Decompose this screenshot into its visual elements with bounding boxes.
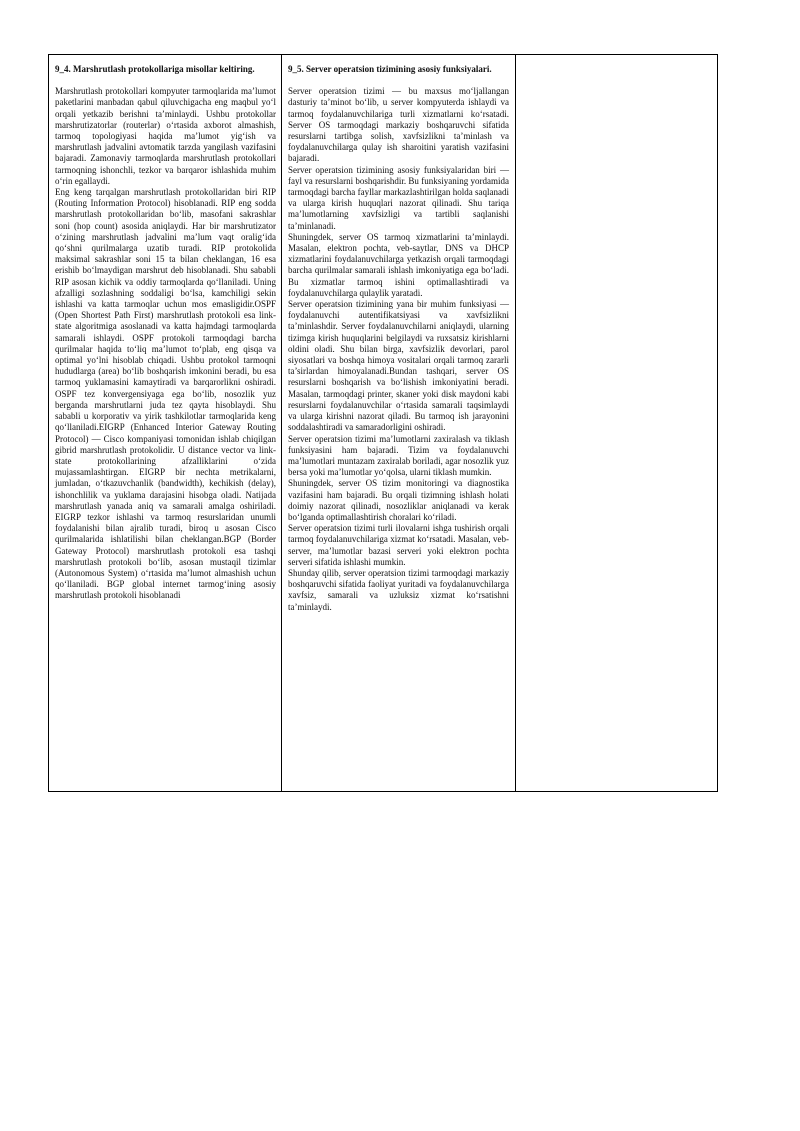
answer-paragraph: Server operatsion tizimi turli ilovalarni ishga tushirish orqali tarmoq foydalanuvchilariga xizmat ko‘rsatadi. Masalan, veb-server, ma’lumotlar bazasi serveri yoki elektron pochta serveri sifatida ishlashi mumkin. (288, 523, 509, 567)
answer-paragraph: Server operatsion tizimi — bu maxsus mo‘ljallangan dasturiy ta’minot bo‘lib, u server kompyuterda ishlaydi va tarmoq foydalanuvchilariga turli xizmatlarni ko‘rsatadi. Server OS tarmoqdagi markaziy boshqaruvchi sifatida resurslarni tartibga solish, xavfsizlikni ta’minlash va foydalanuvchilarga qulay ish sharoitini yaratish vazifasini bajaradi. (288, 86, 509, 164)
table-cell-empty (516, 55, 717, 791)
table-cell-question-9-5 (282, 55, 516, 791)
answer-paragraph: Server operatsion tizimining asosiy funksiyalaridan biri — fayl va resurslarni boshqarishdir. Bu funksiyaning yordamida tarmoqdagi barcha fayllar markazlashtirilgan holda saqlanadi va ularga kirish huquqlari nazorat qilinadi. Shu tariqa ma’lumotlarning xavfsizligi va tartibli saqlanishi ta’minlanadi. (288, 164, 509, 231)
question-heading: 9_5. Server operatsion tizimining asosiy funksiyalari. (288, 64, 492, 74)
answer-paragraph: Shunday qilib, server operatsion tizimi tarmoqdagi markaziy boshqaruvchi sifatida faoliyat yuritadi va foydalanuvchilarga xavfsiz, samarali va uzluksiz xizmat ko‘rsatishni ta’minlaydi. (288, 567, 509, 612)
question-heading: 9_4. Marshrutlash protokollariga misollar keltiring. (55, 64, 255, 74)
answer-paragraph: Shuningdek, server OS tizim monitoringi va diagnostika vazifasini ham bajaradi. Bu orqali tizimning ishlash holati doimiy nazorat qilinadi, nosozliklar aniqlanadi va kerak bo‘lganda optimallashtirish choralari ko‘riladi. (288, 478, 509, 522)
answer-paragraph: Eng keng tarqalgan marshrutlash protokollaridan biri RIP (Routing Information Protocol) hisoblanadi. RIP eng sodda marshrutlash protokollaridan bo‘lib, masofani sakrashlar soni (hop count) asosida aniqlaydi. Har bir marshrutizator o‘zining marshrutlash jadvalini ma’lum vaqt oralig‘ida qo‘shni qurilmalarga uzatib turadi. RIP protokolida maksimal sakrashlar soni 15 ta bilan cheklangan, 16 esa erishib bo‘lmaydigan marshrut deb hisoblanadi. Shu sababli RIP asosan kichik va oddiy tarmoqlarda qo‘llaniladi. Uning afzalligi sozlashning soddaligi bo‘lsa, kamchiligi sekin ishlashi va katta tarmoqlar uchun mos emasligidir.OSPF (Open Shortest Path First) marshrutlash protokoli esa link-state algoritmiga asoslanadi va katta hajmdagi tarmoqlarda samarali ishlaydi. OSPF protokoli tarmoqdagi barcha qurilmalar haqida to‘liq ma’lumot to‘plab, eng qisqa va optimal yo‘lni hisoblab chiqadi. Ushbu protokol tarmoqni hududlarga (area) bo‘lib boshqarish imkonini beradi, bu esa tarmoq yuklamasini kamaytiradi va barqarorlikni oshiradi. OSPF tez konvergensiyaga ega bo‘lib, nosozlik yuz berganda marshrutlarni juda tez qayta hisoblaydi. Shu sababli u korporativ va yirik tashkilotlar tarmoqlarida keng qo‘llaniladi.EIGRP (Enhanced Interior Gateway Routing Protocol) — Cisco kompaniyasi tomonidan ishlab chiqilgan gibrid marshrutlash protokolidir. U distance vector va link-state protokollarining afzalliklarini o‘zida mujassamlashtirgan. EIGRP bir nechta metrikalarni, jumladan, o‘tkazuvchanlik (bandwidth), kechikish (delay), ishonchlilik va yuklama darajasini hisobga oladi. Natijada marshrutlash yanada aniq va samarali amalga oshiriladi. EIGRP tezkor ishlashi va tarmoq resurslaridan unumli foydalanishi bilan ajralib turadi, biroq u asosan Cisco qurilmalarida ishlatilishi bilan cheklangan.BGP (Border Gateway Protocol) marshrutlash protokoli esa tashqi marshrutlash protokoli bo‘lib, asosan mustaqil tizimlar (Autonomous System) o‘rtasida ma’lumot almashish uchun qo‘llaniladi. BGP global internet tarmog‘ining asosiy marshrutlash protokoli hisoblanadi (55, 187, 276, 601)
answer-paragraph: Server operatsion tizimi ma’lumotlarni zaxiralash va tiklash funksiyasini ham bajaradi. Tizim va foydalanuvchi ma’lumotlari muntazam zaxiralab boriladi, agar nosozlik yuz bersa yoki ma’lumotlar yo‘qolsa, ularni tiklash mumkin. (288, 433, 509, 478)
answer-paragraph: Marshrutlash protokollari kompyuter tarmoqlarida ma’lumot paketlarini manbadan qabul qiluvchigacha eng maqbul yo‘l orqali yetkazib berishni ta’minlaydi. Ushbu protokollar marshrutizatorlar (routerlar) o‘rtasida axborot almashish, tarmoq topologiyasi haqida ma’lumot yig‘ish va marshrutlash jadvalini avtomatik tarzda yangilash vazifasini bajaradi. Zamonaviy tarmoqlarda marshrutlash protokollari tarmoqning ishonchli, tezkor va barqaror ishlashida muhim o‘rin egallaydi. (55, 86, 276, 186)
answer-paragraph: Server operatsion tizimining yana bir muhim funksiyasi — foydalanuvchi autentifikatsiyasi va xavfsizlikni ta’minlashdir. Server foydalanuvchilarni aniqlaydi, ularning tizimga kirish huquqlarini belgilaydi va ruxsatsiz kirishlarni oldini oladi. Shu bilan birga, xavfsizlik devorlari, parol siyosatlari va boshqa himoya vositalari orqali tarmoq zararli ta’sirlardan himoyalanadi.Bundan tashqari, server OS resurslarni boshqarish va bo‘lishish imkoniyatini beradi. Masalan, tarmoqdagi printer, skaner yoki disk maydoni kabi resurslarni foydalanuvchilar o‘rtasida samarali taqsimlaydi va ularga kirishni nazorat qiladi. Bu tarmoq ish jarayonini soddalashtiradi va samaradorligini oshiradi. (288, 299, 509, 433)
table-cell-question-9-4 (49, 55, 282, 791)
answer-table (48, 54, 718, 792)
answer-paragraph: Shuningdek, server OS tarmoq xizmatlarini ta’minlaydi. Masalan, elektron pochta, veb-saytlar, DNS va DHCP xizmatlarini foydalanuvchilarga yetkazish orqali tarmoqdagi barcha qurilmalar samarali ishlash imkoniyatiga ega bo‘ladi. Bu xizmatlar tarmoq ishini optimallashtiradi va foydalanuvchilarga qulaylik yaratadi. (288, 231, 509, 298)
